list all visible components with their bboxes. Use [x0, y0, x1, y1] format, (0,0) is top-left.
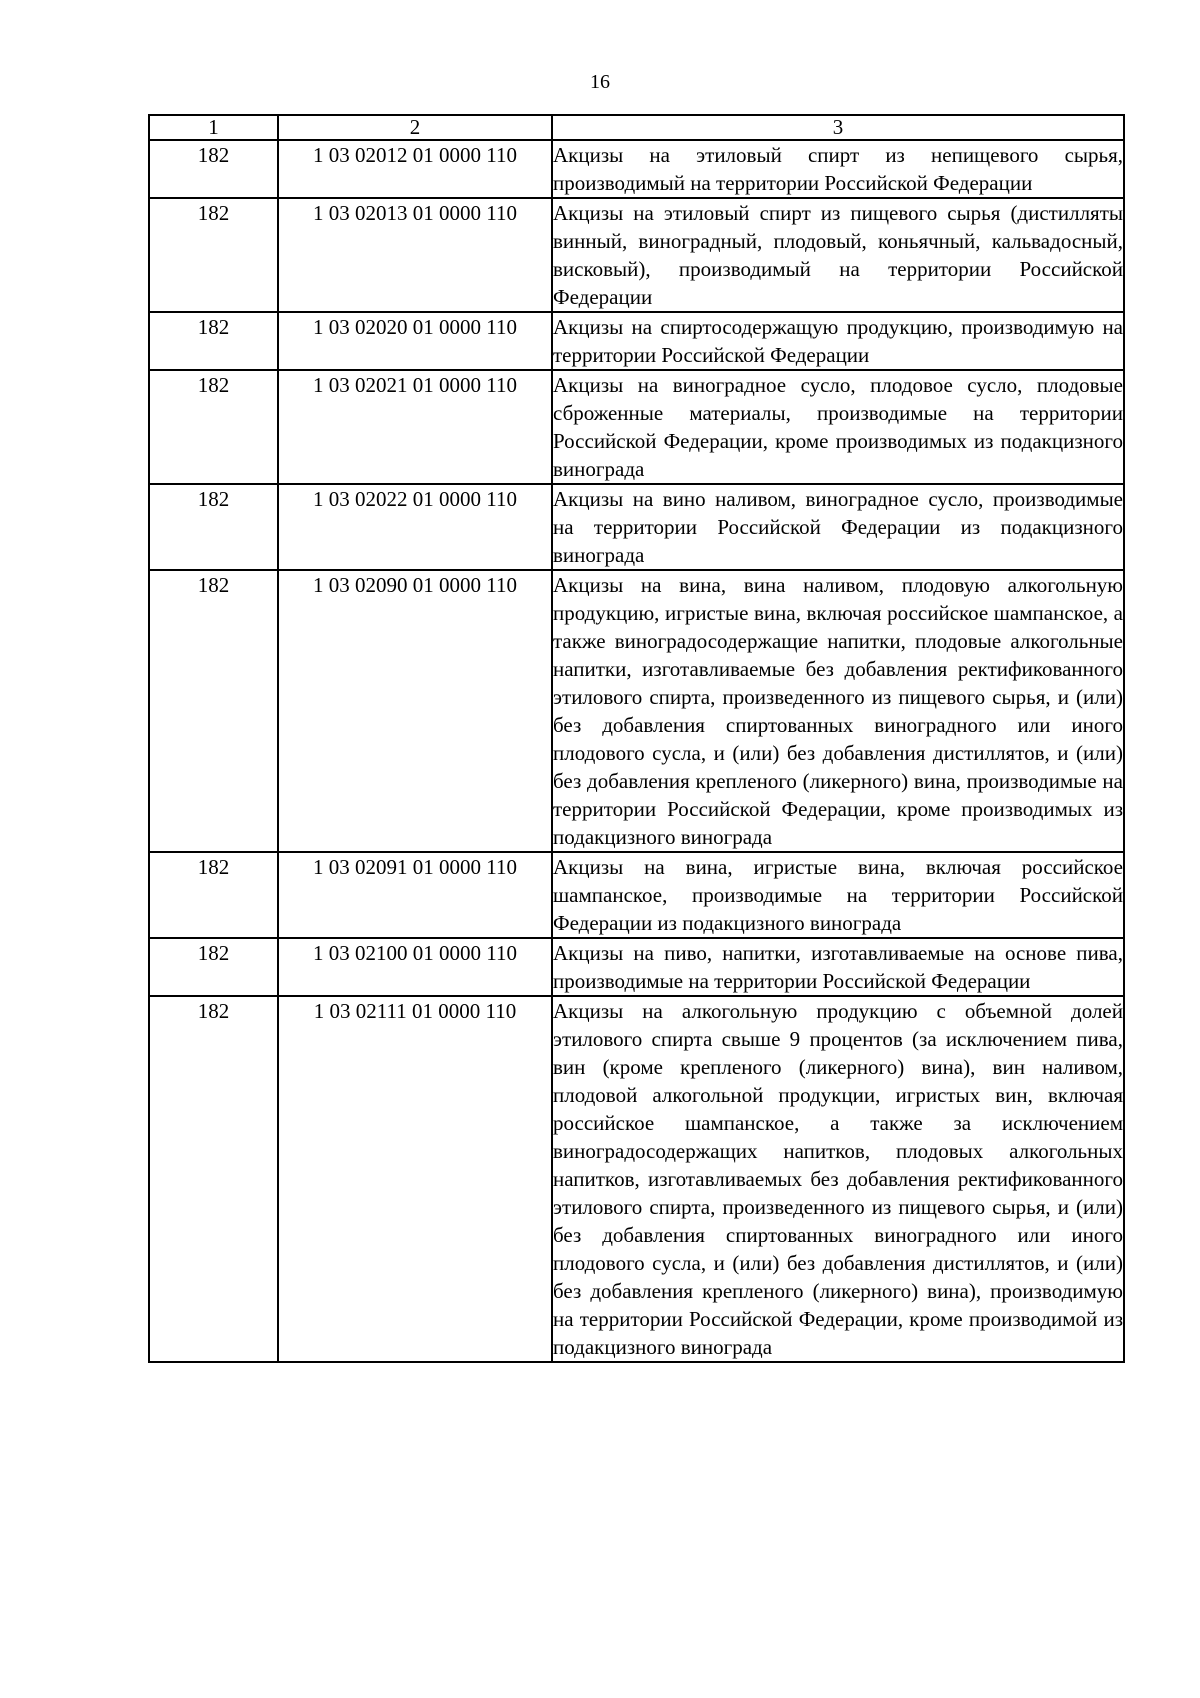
table-row	[149, 484, 1124, 570]
admin-code-cell: 182	[149, 198, 278, 312]
table-row	[149, 370, 1124, 484]
table-row	[149, 198, 1124, 312]
description-cell: Акцизы на вино наливом, виноградное сусло, производимые на территории Российской Федерации из подакцизного винограда	[552, 484, 1124, 570]
table-row	[149, 852, 1124, 938]
admin-code-cell: 182	[149, 570, 278, 852]
budget-code-cell: 1 03 02100 01 0000 110	[278, 938, 552, 996]
description-cell: Акцизы на спиртосодержащую продукцию, производимую на территории Российской Федерации	[552, 312, 1124, 370]
budget-code-cell: 1 03 02091 01 0000 110	[278, 852, 552, 938]
description-cell: Акцизы на этиловый спирт из непищевого сырья, производимый на территории Российской Федерации	[552, 140, 1124, 198]
description-cell: Акцизы на вина, игристые вина, включая российское шампанское, производимые на территории Российской Федерации из подакцизного винограда	[552, 852, 1124, 938]
page-number: 16	[590, 71, 610, 93]
admin-code-cell: 182	[149, 484, 278, 570]
budget-code-cell: 1 03 02111 01 0000 110	[278, 996, 552, 1362]
admin-code-cell: 182	[149, 996, 278, 1362]
budget-code-cell: 1 03 02090 01 0000 110	[278, 570, 552, 852]
description-cell: Акцизы на этиловый спирт из пищевого сырья (дистилляты винный, виноградный, плодовый, коньячный, кальвадосный, висковый), производимый на территории Российской Федерации	[552, 198, 1124, 312]
description-cell: Акцизы на пиво, напитки, изготавливаемые на основе пива, производимые на территории Российской Федерации	[552, 938, 1124, 996]
budget-code-cell: 1 03 02022 01 0000 110	[278, 484, 552, 570]
table-row	[149, 312, 1124, 370]
column-header-1: 1	[149, 115, 278, 140]
admin-code-cell: 182	[149, 938, 278, 996]
table-row	[149, 996, 1124, 1362]
table-header-row	[149, 115, 1124, 140]
budget-classification-table	[148, 114, 1125, 1363]
budget-code-cell: 1 03 02013 01 0000 110	[278, 198, 552, 312]
description-cell: Акцизы на виноградное сусло, плодовое сусло, плодовые сброженные материалы, производимые на территории Российской Федерации, кроме производимых из подакцизного винограда	[552, 370, 1124, 484]
table-row	[149, 140, 1124, 198]
admin-code-cell: 182	[149, 140, 278, 198]
description-cell: Акцизы на алкогольную продукцию с объемной долей этилового спирта свыше 9 процентов (за исключением пива, вин (кроме крепленого (ликерного) вина), вин наливом, плодовой алкогольной продукции, игристых вин, включая российское шампанское, а также за исключением виноградосодержащих напитков, плодовых алкогольных напитков, изготавливаемых без добавления ректификованного этилового спирта, произведенного из пищевого сырья, и (или) без добавления спиртованных виноградного или иного плодового сусла, и (или) без добавления дистиллятов, и (или) без добавления крепленого (ликерного) вина), производимую на территории Российской Федерации, кроме производимой из подакцизного винограда	[552, 996, 1124, 1362]
column-header-3: 3	[552, 115, 1124, 140]
budget-code-cell: 1 03 02012 01 0000 110	[278, 140, 552, 198]
admin-code-cell: 182	[149, 370, 278, 484]
table-row	[149, 570, 1124, 852]
admin-code-cell: 182	[149, 852, 278, 938]
budget-code-cell: 1 03 02021 01 0000 110	[278, 370, 552, 484]
column-header-2: 2	[278, 115, 552, 140]
description-cell: Акцизы на вина, вина наливом, плодовую алкогольную продукцию, игристые вина, включая российское шампанское, а также виноградосодержащие напитки, плодовые алкогольные напитки, изготавливаемые без добавления ректификованного этилового спирта, произведенного из пищевого сырья, и (или) без добавления спиртованных виноградного или иного плодового сусла, и (или) без добавления дистиллятов, и (или) без добавления крепленого (ликерного) вина, производимые на территории Российской Федерации, кроме производимых из подакцизного винограда	[552, 570, 1124, 852]
admin-code-cell: 182	[149, 312, 278, 370]
table-row	[149, 938, 1124, 996]
budget-code-cell: 1 03 02020 01 0000 110	[278, 312, 552, 370]
